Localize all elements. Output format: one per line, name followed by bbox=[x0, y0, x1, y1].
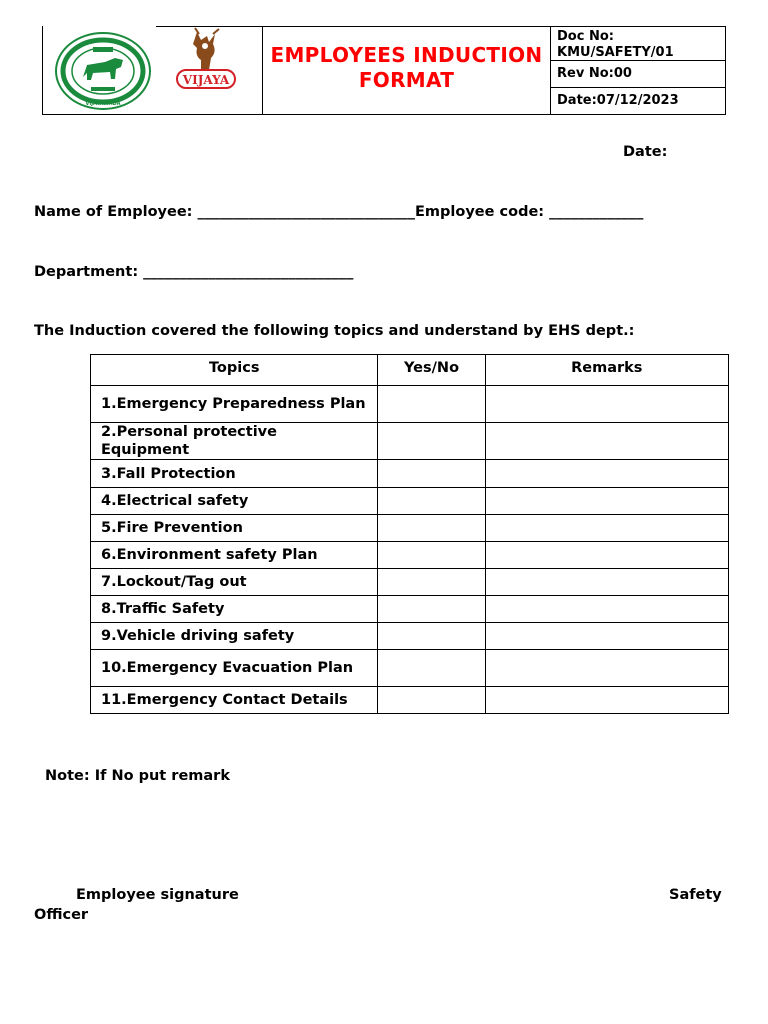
header-topics: Topics bbox=[91, 355, 378, 386]
table-header-row bbox=[91, 355, 729, 386]
logo-cell bbox=[42, 26, 263, 115]
table-row bbox=[91, 488, 729, 515]
title-line-1: EMPLOYEES INDUCTION bbox=[270, 43, 543, 67]
officer-label: Officer bbox=[34, 907, 89, 923]
yes-no-cell[interactable] bbox=[378, 423, 485, 460]
remarks-cell[interactable] bbox=[485, 542, 728, 569]
topic-cell: 5.Fire Prevention bbox=[91, 515, 378, 542]
topic-cell: 2.Personal protective Equipment bbox=[91, 423, 378, 460]
table-row bbox=[91, 460, 729, 488]
remarks-cell[interactable] bbox=[485, 596, 728, 623]
yes-no-cell[interactable] bbox=[378, 596, 485, 623]
seal-caption: VIJAYAWADA bbox=[85, 101, 121, 107]
yes-no-cell[interactable] bbox=[378, 569, 485, 596]
yes-no-cell[interactable] bbox=[378, 515, 485, 542]
table-row bbox=[91, 569, 729, 596]
table-row bbox=[91, 515, 729, 542]
remarks-cell[interactable] bbox=[485, 623, 728, 650]
remarks-cell[interactable] bbox=[485, 687, 728, 714]
induction-topics-table bbox=[90, 354, 729, 714]
topic-cell: 7.Lockout/Tag out bbox=[91, 569, 378, 596]
table-row bbox=[91, 386, 729, 423]
doc-no-cell bbox=[550, 26, 726, 61]
employee-signature-label: Employee signature bbox=[76, 887, 239, 903]
topic-cell: 6.Environment safety Plan bbox=[91, 542, 378, 569]
title-cell bbox=[262, 26, 551, 115]
table-row bbox=[91, 542, 729, 569]
yes-no-cell[interactable] bbox=[378, 460, 485, 488]
kmu-seal-logo bbox=[53, 31, 153, 111]
topic-cell: 9.Vehicle driving safety bbox=[91, 623, 378, 650]
rev-no: Rev No:00 bbox=[557, 66, 632, 81]
date-label: Date: bbox=[623, 144, 668, 160]
document-header bbox=[42, 26, 726, 115]
note-text: Note: If No put remark bbox=[45, 768, 230, 784]
remarks-cell[interactable] bbox=[485, 569, 728, 596]
doc-no-label: Doc No: bbox=[557, 29, 614, 44]
table-row bbox=[91, 423, 729, 460]
header-date: Date:07/12/2023 bbox=[557, 93, 679, 108]
date-cell bbox=[550, 87, 726, 115]
title-line-2: FORMAT bbox=[358, 68, 455, 92]
remarks-cell[interactable] bbox=[485, 488, 728, 515]
remarks-cell[interactable] bbox=[485, 515, 728, 542]
yes-no-cell[interactable] bbox=[378, 386, 485, 423]
topic-cell: 10.Emergency Evacuation Plan bbox=[91, 650, 378, 687]
remarks-cell[interactable] bbox=[485, 650, 728, 687]
vijaya-logo bbox=[171, 26, 241, 96]
topic-cell: 1.Emergency Preparedness Plan bbox=[91, 386, 378, 423]
employee-name-code-line: Name of Employee: ______________________________Employee code: _____________ bbox=[34, 204, 644, 220]
doc-no-value: KMU/SAFETY/01 bbox=[557, 45, 674, 60]
yes-no-cell[interactable] bbox=[378, 488, 485, 515]
rev-no-cell bbox=[550, 60, 726, 88]
topic-cell: 3.Fall Protection bbox=[91, 460, 378, 488]
remarks-cell[interactable] bbox=[485, 460, 728, 488]
topic-cell: 8.Traffic Safety bbox=[91, 596, 378, 623]
document-title bbox=[263, 43, 550, 93]
yes-no-cell[interactable] bbox=[378, 650, 485, 687]
header-remarks: Remarks bbox=[485, 355, 728, 386]
remarks-cell[interactable] bbox=[485, 386, 728, 423]
safety-label: Safety bbox=[669, 887, 722, 903]
topic-cell: 11.Emergency Contact Details bbox=[91, 687, 378, 714]
induction-intro: The Induction covered the following topics and understand by EHS dept.: bbox=[34, 323, 635, 339]
topic-cell: 4.Electrical safety bbox=[91, 488, 378, 515]
table-row bbox=[91, 650, 729, 687]
remarks-cell[interactable] bbox=[485, 423, 728, 460]
department-line: Department: _____________________________ bbox=[34, 264, 354, 280]
table-row bbox=[91, 596, 729, 623]
yes-no-cell[interactable] bbox=[378, 542, 485, 569]
yes-no-cell[interactable] bbox=[378, 687, 485, 714]
yes-no-cell[interactable] bbox=[378, 623, 485, 650]
vijaya-brand-text: VIJAYA bbox=[182, 73, 230, 87]
table-row bbox=[91, 687, 729, 714]
header-yes-no: Yes/No bbox=[378, 355, 485, 386]
table-row bbox=[91, 623, 729, 650]
